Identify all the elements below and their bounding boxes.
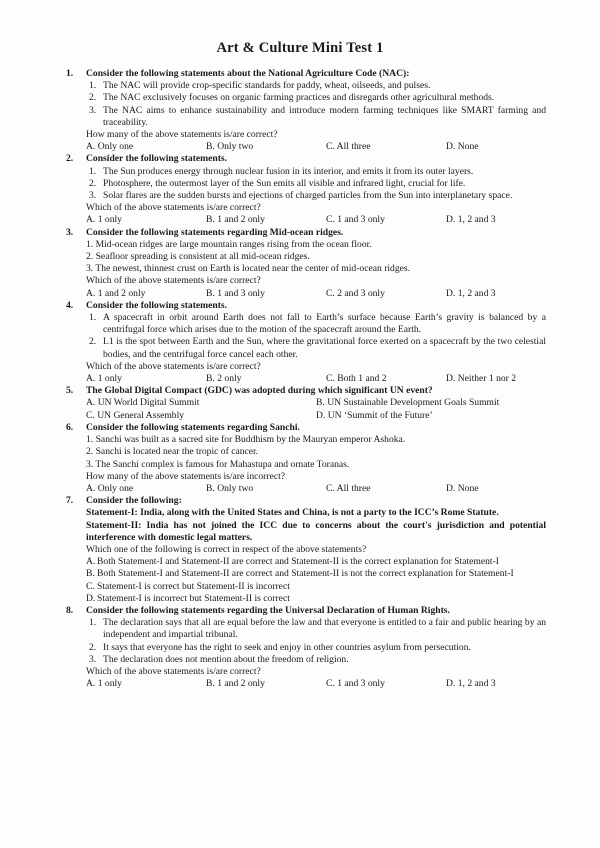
question-prompt: Which of the above statements is/are correct?: [86, 275, 261, 287]
question-prompt: Which of the above statements is/are correct?: [86, 202, 261, 214]
option-a[interactable]: A. Only one: [86, 482, 134, 494]
statement-ii: Statement-II: India has not joined the ICC due to concerns about the court's jurisdiction and potential interference with domestic legal matters.: [86, 519, 546, 543]
statement-2: 2. Photosphere, the outermost layer of the Sun emits all visible and infrared light, crucial for life.: [89, 177, 466, 189]
option-b[interactable]: B. Only two: [206, 482, 254, 494]
statement-3: 3. The declaration does not mention about the freedom of religion.: [89, 653, 349, 665]
question-number: 6.: [66, 421, 74, 433]
question-prompt: How many of the above statements is/are incorrect?: [86, 470, 285, 482]
option-a[interactable]: A. 1 and 2 only: [86, 287, 146, 299]
question-prompt: How many of the above statements is/are correct?: [86, 129, 278, 141]
question-5: [66, 385, 546, 422]
statement-1: 1. Mid-ocean ridges are large mountain ranges rising from the ocean floor.: [86, 238, 372, 250]
answer-options-row-2: [86, 410, 546, 422]
question-8: [66, 605, 546, 690]
option-d[interactable]: D. None: [446, 141, 479, 153]
question-number: 1.: [66, 68, 74, 79]
question-prompt: Which of the above statements is/are correct?: [86, 360, 261, 372]
answer-options: [86, 214, 546, 226]
answer-options: [86, 678, 546, 690]
option-c[interactable]: C. All three: [326, 141, 371, 153]
page-title: Art & Culture Mini Test 1: [216, 40, 384, 56]
option-a[interactable]: A. UN World Digital Summit: [86, 397, 200, 409]
question-text: Consider the following statements.: [86, 299, 228, 311]
answer-options: [86, 288, 546, 300]
question-text: Consider the following statements.: [86, 153, 228, 165]
statement-3: 3. The Sanchi complex is famous for Mahastupa and ornate Toranas.: [86, 458, 350, 470]
question-text: Consider the following statements about the National Agriculture Code (NAC):: [86, 68, 410, 79]
answer-options-row-1: [86, 397, 546, 409]
question-1: [66, 68, 546, 153]
question-number: 2.: [66, 153, 74, 165]
question-number: 3.: [66, 226, 74, 238]
option-b[interactable]: B. 1 and 3 only: [206, 287, 265, 299]
question-text: Consider the following statements regarding the Universal Declaration of Human Rights.: [86, 604, 450, 616]
question-number: 7.: [66, 495, 74, 507]
option-b[interactable]: B. Only two: [206, 141, 254, 153]
statement-2: 2. Seafloor spreading is consistent at all mid-ocean ridges.: [86, 251, 310, 263]
statement-2: 2. L1 is the spot between Earth and the Sun, where the gravitational force exerted on a spacecraft by the two celestial bodies, and the centrifugal force cancel each other.: [89, 336, 546, 360]
answer-options: [86, 373, 546, 385]
statement-1: 1. A spacecraft in orbit around Earth does not fall to Earth’s surface because Earth’s gravity is balanced by a centrifugal force which arises due to the motion of the spacecraft around the Earth.: [89, 312, 546, 336]
statement-2: 2. The NAC exclusively focuses on organic farming practices and disregards other agricultural methods.: [89, 92, 495, 104]
question-number: 8.: [66, 604, 74, 616]
question-text: Consider the following statements regarding Sanchi.: [86, 421, 300, 433]
question-3: [66, 227, 546, 300]
answer-options: [86, 141, 546, 153]
statement-1: 1. The Sun produces energy through nuclear fusion in its interior, and emits it from its outer layers.: [89, 165, 474, 177]
option-c[interactable]: C. All three: [326, 482, 371, 494]
option-d[interactable]: D. None: [446, 482, 479, 494]
question-4: [66, 300, 546, 385]
option-a[interactable]: A. 1 only: [86, 214, 122, 226]
option-d[interactable]: D. Neither 1 nor 2: [446, 373, 517, 385]
option-a[interactable]: A. 1 only: [86, 373, 122, 385]
statement-1: 1. The declaration says that all are equal before the law and that everyone is entitled to a fair and public hearing by an independent and impartial tribunal.: [89, 617, 546, 641]
statement-i: Statement-I: India, along with the United States and China, is not a party to the ICC’s Rome Statute.: [86, 507, 499, 519]
statement-1: 1. The NAC will provide crop-specific standards for paddy, wheat, oilseeds, and pulses.: [89, 80, 431, 92]
option-b[interactable]: B. Both Statement-I and Statement-II are correct and Statement-II is not the correct explanation for Statement-I: [86, 568, 514, 580]
option-d[interactable]: D. Statement-I is incorrect but Statement-II is correct: [86, 592, 290, 604]
option-b[interactable]: B. 1 and 2 only: [206, 214, 265, 226]
question-prompt: Which of the above statements is/are correct?: [86, 665, 261, 677]
statement-2: 2. Sanchi is located near the tropic of cancer.: [86, 446, 259, 458]
question-text: Consider the following:: [86, 495, 182, 507]
question-number: 5.: [66, 385, 74, 397]
option-c[interactable]: C. 2 and 3 only: [326, 287, 385, 299]
question-list: [66, 68, 546, 690]
statement-3: 3. The NAC aims to enhance sustainability and introduce modern farming techniques like SMART farming and traceability.: [89, 104, 546, 128]
statement-3: 3. The newest, thinnest crust on Earth is located near the center of mid-ocean ridges.: [86, 263, 411, 275]
option-c[interactable]: C. 1 and 3 only: [326, 214, 385, 226]
option-c[interactable]: C. Both 1 and 2: [326, 373, 387, 385]
answer-options: [86, 483, 546, 495]
statement-3: 3. Solar flares are the sudden bursts and ejections of charged particles from the Sun into interplanetary space.: [89, 190, 513, 202]
option-c[interactable]: C. 1 and 3 only: [326, 678, 385, 690]
option-d[interactable]: D. UN ‘Summit of the Future’: [316, 409, 433, 421]
option-d[interactable]: D. 1, 2 and 3: [446, 287, 496, 299]
question-text: Consider the following statements regarding Mid-ocean ridges.: [86, 226, 344, 238]
question-6: [66, 422, 546, 495]
question-2: [66, 153, 546, 226]
option-d[interactable]: D. 1, 2 and 3: [446, 678, 496, 690]
option-b[interactable]: B. UN Sustainable Development Goals Summit: [316, 397, 500, 409]
option-b[interactable]: B. 1 and 2 only: [206, 678, 265, 690]
option-a[interactable]: A. Both Statement-I and Statement-II are correct and Statement-II is the correct explanation for Statement-I: [86, 556, 499, 568]
statement-2: 2. It says that everyone has the right to seek and enjoy in other countries asylum from persecution.: [89, 641, 471, 653]
option-d[interactable]: D. 1, 2 and 3: [446, 214, 496, 226]
option-a[interactable]: A. 1 only: [86, 678, 122, 690]
question-7: [66, 495, 546, 605]
option-b[interactable]: B. 2 only: [206, 373, 242, 385]
option-c[interactable]: C. Statement-I is correct but Statement-II is incorrect: [86, 580, 290, 592]
question-number: 4.: [66, 299, 74, 311]
option-c[interactable]: C. UN General Assembly: [86, 409, 185, 421]
statement-1: 1. Sanchi was built as a sacred site for Buddhism by the Mauryan emperor Ashoka.: [86, 434, 406, 446]
option-a[interactable]: A. Only one: [86, 141, 134, 153]
question-text: The Global Digital Compact (GDC) was adopted during which significant UN event?: [86, 385, 433, 397]
question-prompt: Which one of the following is correct in respect of the above statements?: [86, 543, 367, 555]
